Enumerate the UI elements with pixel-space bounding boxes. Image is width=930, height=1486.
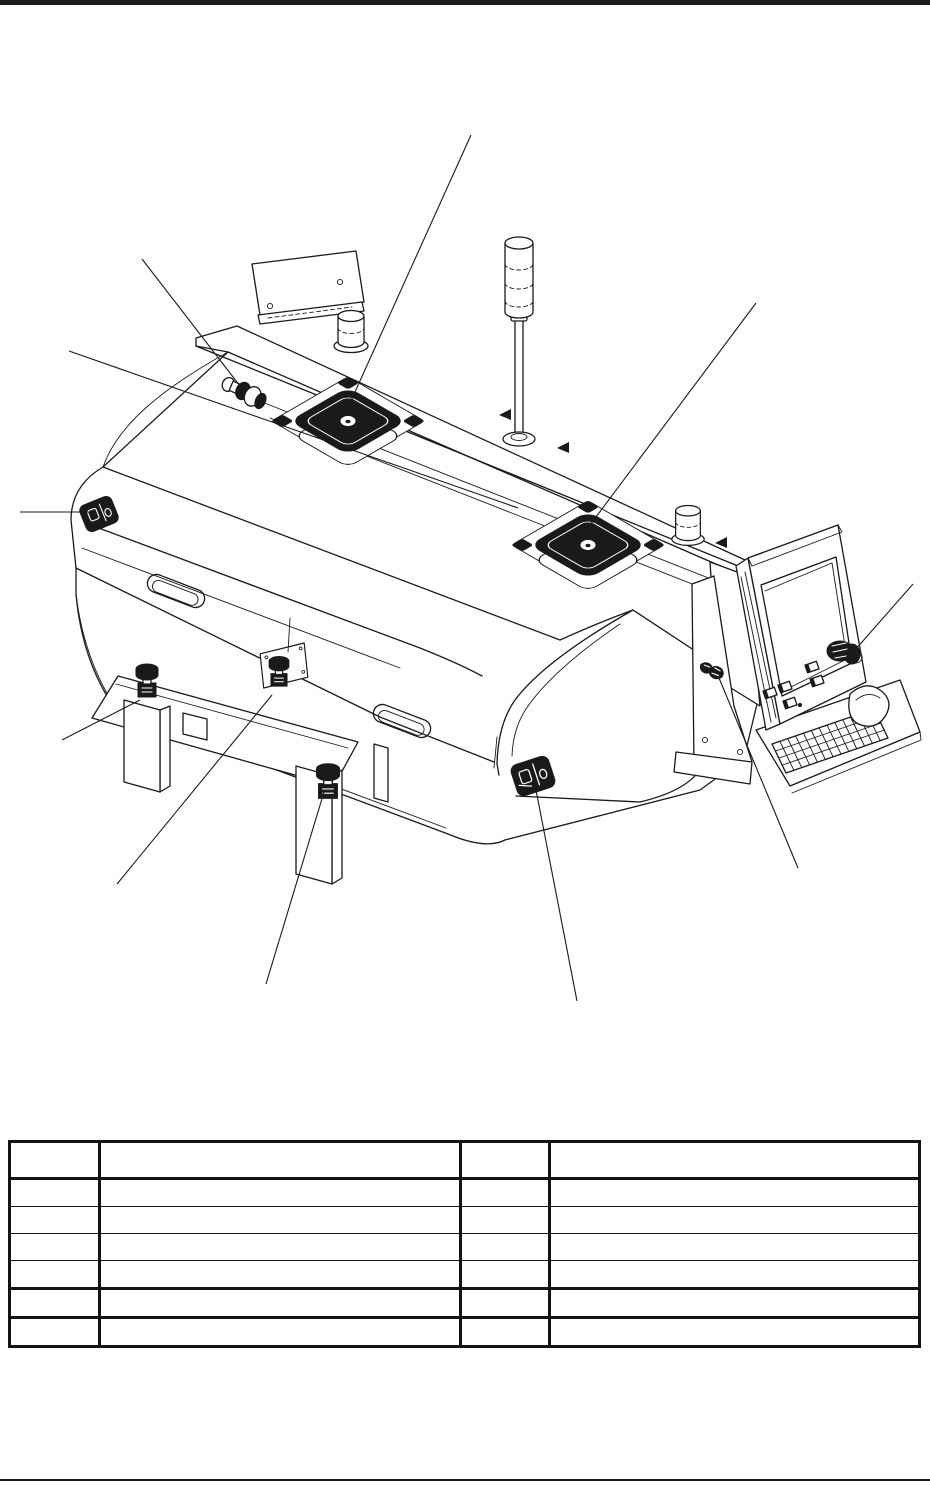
table-cell	[101, 1207, 462, 1233]
table-row	[11, 1287, 918, 1316]
callout-line-estop-right	[266, 792, 324, 984]
page-bottom-rule	[0, 1479, 930, 1481]
table-row	[11, 1316, 918, 1345]
callout-line-estop-knob	[855, 584, 913, 650]
exhaust-port-2	[672, 505, 704, 545]
callout-line-inlet-fitting	[142, 259, 240, 386]
table-cell	[551, 1261, 918, 1287]
table-cell	[462, 1143, 551, 1177]
table-cell	[551, 1290, 918, 1316]
table-cell	[551, 1319, 918, 1345]
table-cell	[551, 1180, 918, 1206]
console-trackball	[849, 686, 889, 726]
table-cell	[11, 1234, 101, 1260]
callout-line-cooling-fan-1	[350, 135, 471, 403]
table-cell	[101, 1261, 462, 1287]
conveyor-direction-arrow	[499, 409, 511, 420]
stand-leg-left	[124, 700, 160, 792]
table-cell	[101, 1290, 462, 1316]
table-cell	[462, 1180, 551, 1206]
table-row	[11, 1177, 918, 1206]
table-cell	[462, 1319, 551, 1345]
control-console	[674, 525, 921, 793]
table-cell	[11, 1319, 101, 1345]
table-cell	[11, 1180, 101, 1206]
table-cell	[462, 1261, 551, 1287]
table-cell	[101, 1143, 462, 1177]
parts-table	[8, 1140, 921, 1348]
table-cell	[551, 1234, 918, 1260]
table-cell	[11, 1143, 101, 1177]
table-row	[11, 1233, 918, 1260]
table-cell	[11, 1261, 101, 1287]
callout-line-cooling-fan-2	[590, 303, 756, 525]
table-cell	[101, 1319, 462, 1345]
table-cell	[462, 1207, 551, 1233]
table-cell	[101, 1180, 462, 1206]
stand-leg-rear	[374, 744, 388, 802]
table-row	[11, 1206, 918, 1233]
table-header-row	[11, 1143, 918, 1177]
conveyor-direction-arrow	[557, 442, 569, 453]
table-cell	[462, 1290, 551, 1316]
table-cell	[462, 1234, 551, 1260]
table-cell	[551, 1207, 918, 1233]
machine-body	[71, 326, 758, 844]
exhaust-port-1	[334, 311, 368, 353]
table-cell	[11, 1290, 101, 1316]
table-cell	[551, 1143, 918, 1177]
table-cell	[11, 1207, 101, 1233]
table-row	[11, 1260, 918, 1287]
table-cell	[101, 1234, 462, 1260]
